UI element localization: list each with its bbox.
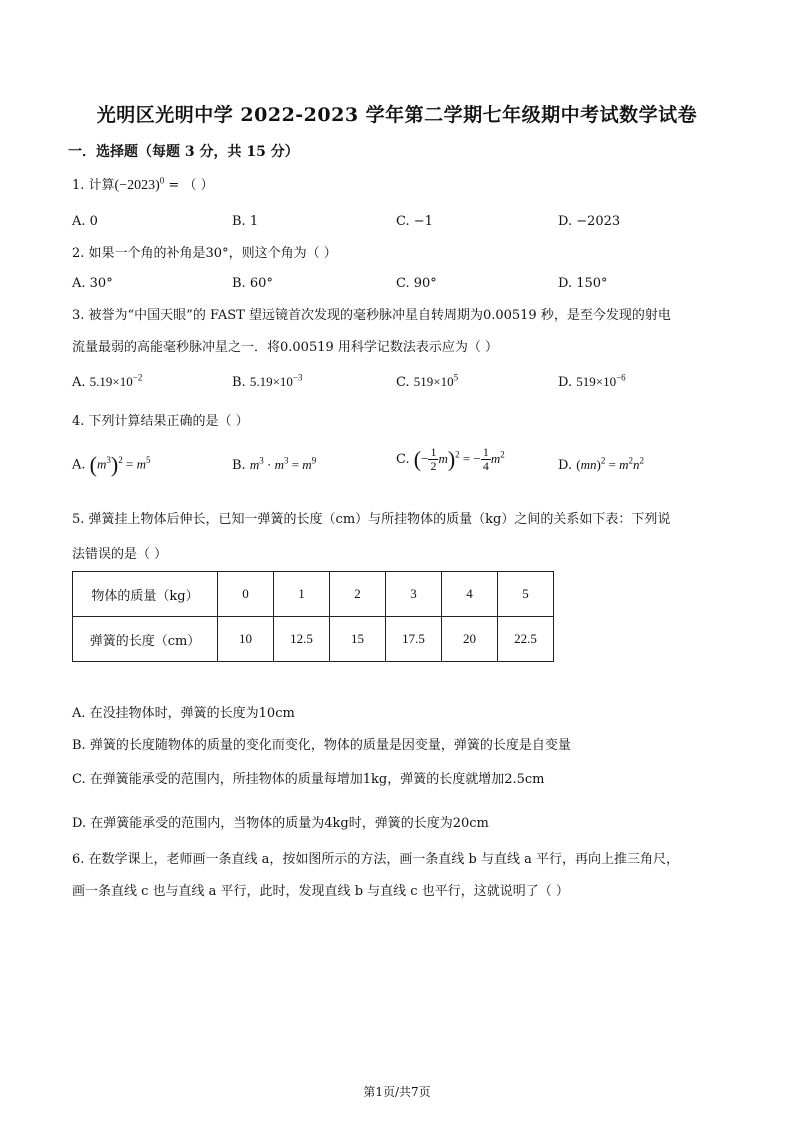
q2-option-c[interactable]: C. 90°	[396, 276, 437, 291]
question-5-line-1: 5. 弹簧挂上物体后伸长，已知一弹簧的长度（cm）与所挂物体的质量（kg）之间的关系如下表：下列说	[72, 512, 671, 527]
table-row	[73, 572, 554, 617]
q3-option-c[interactable]: C. $519\times 10^5$	[396, 372, 459, 390]
table-cell: 0	[218, 572, 274, 617]
q3-option-d[interactable]: D. $519\times 10^{-6}$	[558, 372, 626, 390]
q3-option-b[interactable]: B. $5.19\times 10^{-3}$	[232, 372, 303, 390]
question-3-line-1: 3. 被誉为“中国天眼”的 FAST 望远镜首次发现的毫秒脉冲星自转周期为0.00519 秒，是至今发现的射电	[72, 308, 671, 323]
q1-prefix: 1. 计算	[72, 178, 115, 193]
exam-title: 光明区光明中学 2022-2023 学年第二学期七年级期中考试数学试卷	[96, 104, 698, 126]
q5-option-c[interactable]: C. 在弹簧能承受的范围内，所挂物体的质量每增加1kg，弹簧的长度就增加2.5cm	[72, 772, 545, 787]
q4-option-a[interactable]: A. $(m^3)^2 = m^5$	[72, 452, 151, 477]
question-5-line-2: 法错误的是（ ）	[72, 547, 168, 562]
q2-option-b[interactable]: B. 60°	[232, 276, 273, 291]
q1-exponent: 0	[159, 175, 165, 186]
q1-option-c[interactable]: C. −1	[396, 214, 433, 229]
question-6-line-1: 6. 在数学课上，老师画一条直线 a，按如图所示的方法，画一条直线 b 与直线 a 平行，再向上推三角尺，	[72, 852, 680, 867]
table-cell: 1	[274, 572, 330, 617]
q5-option-b[interactable]: B. 弹簧的长度随物体的质量的变化而变化，物体的质量是因变量，弹簧的长度是自变量	[72, 738, 571, 753]
table-cell: 10	[218, 617, 274, 662]
section-heading-choice: 一．选择题（每题 3 分，共 15 分）	[68, 144, 299, 160]
table-cell: 17.5	[386, 617, 442, 662]
q1-option-a[interactable]: A. 0	[72, 214, 98, 229]
q1-option-b[interactable]: B. 1	[232, 214, 259, 229]
q3-option-a[interactable]: A. $5.19\times 10^{-2}$	[72, 372, 143, 390]
table-cell: 15	[330, 617, 386, 662]
table-cell: 20	[442, 617, 498, 662]
table-cell: 3	[386, 572, 442, 617]
q5-option-a[interactable]: A. 在没挂物体时，弹簧的长度为10cm	[72, 706, 295, 721]
table-cell: 12.5	[274, 617, 330, 662]
q2-option-a[interactable]: A. 30°	[72, 276, 113, 291]
table-row	[73, 617, 554, 662]
table-cell: 22.5	[498, 617, 554, 662]
q4-option-d[interactable]: D. $(mn)^2 = m^2n^2$	[558, 455, 645, 473]
table-cell: 4	[442, 572, 498, 617]
q1-option-d[interactable]: D. −2023	[558, 214, 621, 229]
spring-data-table	[72, 571, 554, 662]
table-cell: 5	[498, 572, 554, 617]
table-row-header-length: 弹簧的长度（cm）	[73, 617, 218, 662]
question-4-stem: 4. 下列计算结果正确的是（ ）	[72, 414, 249, 429]
question-6-line-2: 画一条直线 c 也与直线 a 平行，此时，发现直线 b 与直线 c 也平行，这就说明了（ ）	[72, 884, 569, 899]
question-1-stem	[72, 176, 214, 196]
q4-option-c[interactable]: C. (− $\frac{1}{2}$ m)$^2$ = − $\frac{1}{4}$ $m^2$	[396, 445, 505, 473]
q4-option-b[interactable]: B. $m^3 \cdot m^3 = m^9$	[232, 455, 317, 473]
table-row-header-mass: 物体的质量（kg）	[73, 572, 218, 617]
page-number: 第1页/共7页	[363, 1085, 431, 1099]
question-2-stem: 2. 如果一个角的补角是30°，则这个角为（ ）	[72, 246, 337, 261]
q1-expression: (−2023)	[114, 178, 160, 193]
q2-option-d[interactable]: D. 150°	[558, 276, 608, 291]
q5-option-d[interactable]: D. 在弹簧能承受的范围内，当物体的质量为4kg时，弹簧的长度为20cm	[72, 816, 489, 831]
q1-suffix: = （ ）	[164, 178, 214, 193]
question-3-line-2: 流量最弱的高能毫秒脉冲星之一．将0.00519 用科学记数法表示应为（ ）	[72, 340, 499, 355]
table-cell: 2	[330, 572, 386, 617]
